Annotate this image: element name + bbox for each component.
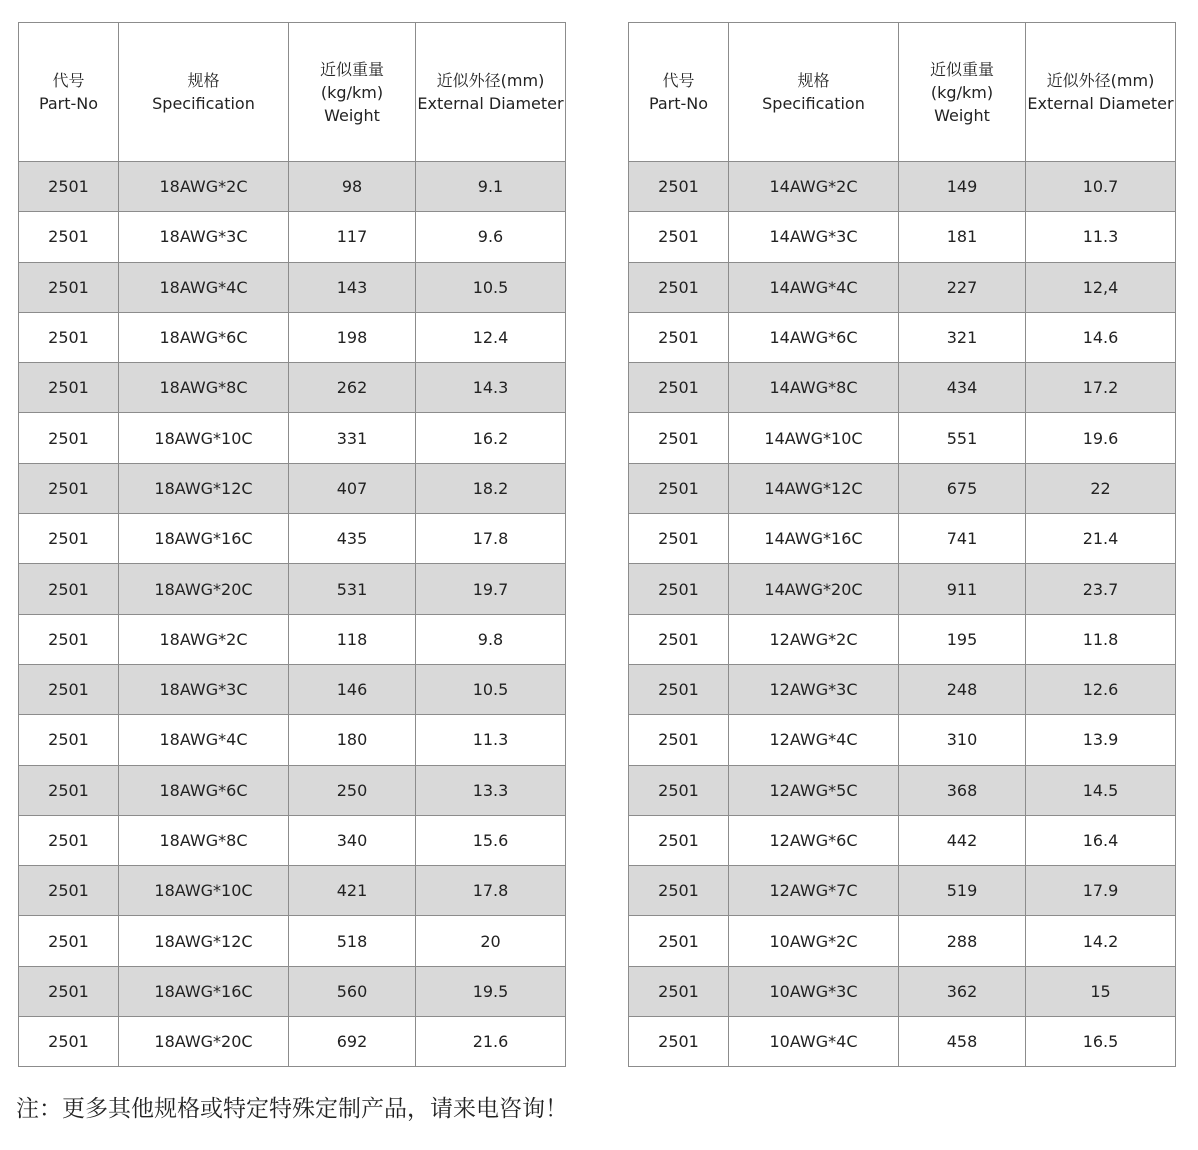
cell-specification: 18AWG*3C <box>119 664 289 714</box>
table-row <box>19 866 566 916</box>
cell-part-no: 2501 <box>629 463 729 513</box>
cell-diameter: 16.2 <box>416 413 566 463</box>
cell-part-no: 2501 <box>629 614 729 664</box>
cell-part-no: 2501 <box>19 1017 119 1067</box>
cell-specification: 14AWG*16C <box>729 514 899 564</box>
cell-diameter: 9.1 <box>416 162 566 212</box>
cell-specification: 14AWG*6C <box>729 312 899 362</box>
header-part-no-cn: 代号 <box>52 71 85 90</box>
header-weight-en: Weight <box>324 105 380 125</box>
table-row <box>629 262 1176 312</box>
table-row <box>629 564 1176 614</box>
cell-weight: 741 <box>899 514 1026 564</box>
table-row <box>629 866 1176 916</box>
cell-part-no: 2501 <box>19 413 119 463</box>
header-part-no-cn: 代号 <box>662 71 695 90</box>
cell-weight: 407 <box>289 463 416 513</box>
cell-diameter: 11.3 <box>416 715 566 765</box>
table-row <box>629 765 1176 815</box>
header-weight-unit: (kg/km) <box>930 82 994 102</box>
table-row <box>629 664 1176 714</box>
cell-weight: 362 <box>899 966 1026 1016</box>
cell-specification: 18AWG*20C <box>119 1017 289 1067</box>
cell-specification: 18AWG*12C <box>119 463 289 513</box>
header-diameter <box>1026 23 1176 162</box>
cell-specification: 18AWG*10C <box>119 866 289 916</box>
header-weight <box>289 23 416 162</box>
header-part-no <box>629 23 729 162</box>
cell-diameter: 15 <box>1026 966 1176 1016</box>
cell-specification: 12AWG*7C <box>729 866 899 916</box>
cell-diameter: 12.4 <box>416 312 566 362</box>
cell-diameter: 10.7 <box>1026 162 1176 212</box>
cell-diameter: 17.8 <box>416 514 566 564</box>
cell-specification: 10AWG*2C <box>729 916 899 966</box>
cell-weight: 368 <box>899 765 1026 815</box>
cell-diameter: 22 <box>1026 463 1176 513</box>
table-row <box>629 514 1176 564</box>
cell-diameter: 10.5 <box>416 664 566 714</box>
cell-weight: 118 <box>289 614 416 664</box>
cell-weight: 181 <box>899 212 1026 262</box>
cell-part-no: 2501 <box>19 564 119 614</box>
cell-part-no: 2501 <box>629 664 729 714</box>
cell-specification: 14AWG*4C <box>729 262 899 312</box>
cell-part-no: 2501 <box>629 916 729 966</box>
cell-weight: 692 <box>289 1017 416 1067</box>
cell-part-no: 2501 <box>629 162 729 212</box>
cell-specification: 18AWG*4C <box>119 262 289 312</box>
header-weight-en: Weight <box>934 105 990 125</box>
cell-specification: 10AWG*3C <box>729 966 899 1016</box>
cell-specification: 18AWG*2C <box>119 162 289 212</box>
cell-part-no: 2501 <box>19 463 119 513</box>
cell-part-no: 2501 <box>629 413 729 463</box>
cell-diameter: 13.9 <box>1026 715 1176 765</box>
table-row <box>19 212 566 262</box>
cell-specification: 14AWG*10C <box>729 413 899 463</box>
cell-weight: 98 <box>289 162 416 212</box>
cell-part-no: 2501 <box>629 1017 729 1067</box>
cell-specification: 14AWG*12C <box>729 463 899 513</box>
cell-diameter: 14.6 <box>1026 312 1176 362</box>
table-row <box>19 262 566 312</box>
table-row <box>19 1017 566 1067</box>
cell-weight: 551 <box>899 413 1026 463</box>
header-diameter-en: External Diameter <box>417 94 564 113</box>
cell-diameter: 12.6 <box>1026 664 1176 714</box>
cell-part-no: 2501 <box>19 866 119 916</box>
cell-specification: 14AWG*2C <box>729 162 899 212</box>
table-row <box>19 413 566 463</box>
table-row <box>629 966 1176 1016</box>
cell-diameter: 15.6 <box>416 815 566 865</box>
cell-diameter: 9.6 <box>416 212 566 262</box>
header-specification <box>729 23 899 162</box>
cell-weight: 458 <box>899 1017 1026 1067</box>
cell-specification: 18AWG*12C <box>119 916 289 966</box>
cell-specification: 12AWG*6C <box>729 815 899 865</box>
cell-specification: 14AWG*8C <box>729 363 899 413</box>
cell-diameter: 17.2 <box>1026 363 1176 413</box>
cell-diameter: 21.6 <box>416 1017 566 1067</box>
header-part-no-en: Part-No <box>648 94 709 113</box>
cell-part-no: 2501 <box>19 815 119 865</box>
table-row <box>629 162 1176 212</box>
cell-weight: 146 <box>289 664 416 714</box>
cell-specification: 18AWG*6C <box>119 765 289 815</box>
table-row <box>629 363 1176 413</box>
cell-part-no: 2501 <box>19 664 119 714</box>
header-weight <box>899 23 1026 162</box>
cell-specification: 18AWG*16C <box>119 966 289 1016</box>
cell-weight: 560 <box>289 966 416 1016</box>
cell-specification: 18AWG*2C <box>119 614 289 664</box>
header-specification-cn: 规格 <box>187 71 220 90</box>
cell-specification: 18AWG*16C <box>119 514 289 564</box>
cell-weight: 310 <box>899 715 1026 765</box>
cell-specification: 14AWG*20C <box>729 564 899 614</box>
cell-specification: 12AWG*5C <box>729 765 899 815</box>
cell-specification: 14AWG*3C <box>729 212 899 262</box>
cell-diameter: 21.4 <box>1026 514 1176 564</box>
header-diameter-cn: 近似外径(mm) <box>436 71 545 90</box>
footnote: 注：更多其他规格或特定特殊定制产品，请来电咨询！ <box>16 1096 568 1122</box>
cell-diameter: 11.8 <box>1026 614 1176 664</box>
cell-part-no: 2501 <box>19 916 119 966</box>
cell-diameter: 13.3 <box>416 765 566 815</box>
cell-part-no: 2501 <box>19 765 119 815</box>
table-row <box>19 815 566 865</box>
cell-diameter: 14.2 <box>1026 916 1176 966</box>
cell-weight: 421 <box>289 866 416 916</box>
cell-diameter: 19.6 <box>1026 413 1176 463</box>
cell-diameter: 10.5 <box>416 262 566 312</box>
cell-diameter: 23.7 <box>1026 564 1176 614</box>
cell-part-no: 2501 <box>629 715 729 765</box>
cell-weight: 250 <box>289 765 416 815</box>
header-diameter-cn: 近似外径(mm) <box>1046 71 1155 90</box>
cell-specification: 18AWG*4C <box>119 715 289 765</box>
cell-specification: 12AWG*2C <box>729 614 899 664</box>
cell-part-no: 2501 <box>19 514 119 564</box>
cell-weight: 321 <box>899 312 1026 362</box>
table-row <box>19 614 566 664</box>
table-body-left <box>19 162 566 1067</box>
cell-part-no: 2501 <box>19 966 119 1016</box>
cell-part-no: 2501 <box>19 363 119 413</box>
cell-part-no: 2501 <box>629 564 729 614</box>
table-row <box>629 413 1176 463</box>
cell-part-no: 2501 <box>629 514 729 564</box>
cell-diameter: 20 <box>416 916 566 966</box>
table-row <box>629 312 1176 362</box>
table-row <box>629 1017 1176 1067</box>
table-row <box>19 664 566 714</box>
cell-part-no: 2501 <box>629 765 729 815</box>
cell-part-no: 2501 <box>629 312 729 362</box>
cell-weight: 180 <box>289 715 416 765</box>
cell-part-no: 2501 <box>629 866 729 916</box>
header-specification-en: Specification <box>152 94 255 113</box>
header-diameter-en: External Diameter <box>1027 94 1174 113</box>
cell-weight: 195 <box>899 614 1026 664</box>
header-weight-cn: 近似重量 <box>319 59 384 79</box>
cell-specification: 18AWG*8C <box>119 815 289 865</box>
table-row <box>19 564 566 614</box>
cell-diameter: 14.5 <box>1026 765 1176 815</box>
cell-weight: 248 <box>899 664 1026 714</box>
table-row <box>629 463 1176 513</box>
table-row <box>19 966 566 1016</box>
header-specification-cn: 规格 <box>797 71 830 90</box>
cell-specification: 18AWG*3C <box>119 212 289 262</box>
spec-table-left <box>18 22 566 1067</box>
cell-specification: 12AWG*3C <box>729 664 899 714</box>
cell-weight: 149 <box>899 162 1026 212</box>
table-row <box>19 916 566 966</box>
cell-part-no: 2501 <box>19 614 119 664</box>
cell-diameter: 18.2 <box>416 463 566 513</box>
table-row <box>19 363 566 413</box>
cell-weight: 531 <box>289 564 416 614</box>
cell-part-no: 2501 <box>19 715 119 765</box>
cell-weight: 143 <box>289 262 416 312</box>
cell-diameter: 19.5 <box>416 966 566 1016</box>
cell-part-no: 2501 <box>19 262 119 312</box>
table-row <box>629 212 1176 262</box>
cell-part-no: 2501 <box>629 363 729 413</box>
table-row <box>629 916 1176 966</box>
cell-part-no: 2501 <box>19 212 119 262</box>
cell-part-no: 2501 <box>629 212 729 262</box>
cell-specification: 18AWG*20C <box>119 564 289 614</box>
table-body-right <box>629 162 1176 1067</box>
cell-diameter: 12,4 <box>1026 262 1176 312</box>
spec-table-right <box>628 22 1176 1067</box>
cell-diameter: 19.7 <box>416 564 566 614</box>
cell-part-no: 2501 <box>19 162 119 212</box>
table-row <box>19 514 566 564</box>
cell-weight: 442 <box>899 815 1026 865</box>
header-weight-cn: 近似重量 <box>929 59 994 79</box>
table-row <box>19 162 566 212</box>
cell-weight: 519 <box>899 866 1026 916</box>
cell-weight: 518 <box>289 916 416 966</box>
table-row <box>19 715 566 765</box>
cell-weight: 435 <box>289 514 416 564</box>
cell-weight: 434 <box>899 363 1026 413</box>
cell-weight: 340 <box>289 815 416 865</box>
cell-diameter: 17.9 <box>1026 866 1176 916</box>
cell-part-no: 2501 <box>629 815 729 865</box>
header-weight-unit: (kg/km) <box>320 82 384 102</box>
header-row <box>19 23 566 162</box>
cell-specification: 10AWG*4C <box>729 1017 899 1067</box>
cell-weight: 262 <box>289 363 416 413</box>
table-row <box>629 614 1176 664</box>
table-row <box>629 815 1176 865</box>
cell-weight: 331 <box>289 413 416 463</box>
cell-specification: 12AWG*4C <box>729 715 899 765</box>
header-diameter <box>416 23 566 162</box>
cell-weight: 675 <box>899 463 1026 513</box>
cell-weight: 198 <box>289 312 416 362</box>
cell-specification: 18AWG*6C <box>119 312 289 362</box>
table-row <box>19 765 566 815</box>
header-part-no <box>19 23 119 162</box>
table-row <box>19 312 566 362</box>
cell-weight: 288 <box>899 916 1026 966</box>
cell-diameter: 17.8 <box>416 866 566 916</box>
cell-part-no: 2501 <box>19 312 119 362</box>
cell-diameter: 11.3 <box>1026 212 1176 262</box>
cell-diameter: 14.3 <box>416 363 566 413</box>
cell-diameter: 9.8 <box>416 614 566 664</box>
cell-specification: 18AWG*10C <box>119 413 289 463</box>
header-specification <box>119 23 289 162</box>
cell-weight: 117 <box>289 212 416 262</box>
header-row <box>629 23 1176 162</box>
cell-weight: 227 <box>899 262 1026 312</box>
cell-diameter: 16.5 <box>1026 1017 1176 1067</box>
header-specification-en: Specification <box>762 94 865 113</box>
cell-part-no: 2501 <box>629 966 729 1016</box>
cell-part-no: 2501 <box>629 262 729 312</box>
table-row <box>19 463 566 513</box>
header-part-no-en: Part-No <box>38 94 99 113</box>
table-row <box>629 715 1176 765</box>
cell-diameter: 16.4 <box>1026 815 1176 865</box>
cell-weight: 911 <box>899 564 1026 614</box>
cell-specification: 18AWG*8C <box>119 363 289 413</box>
